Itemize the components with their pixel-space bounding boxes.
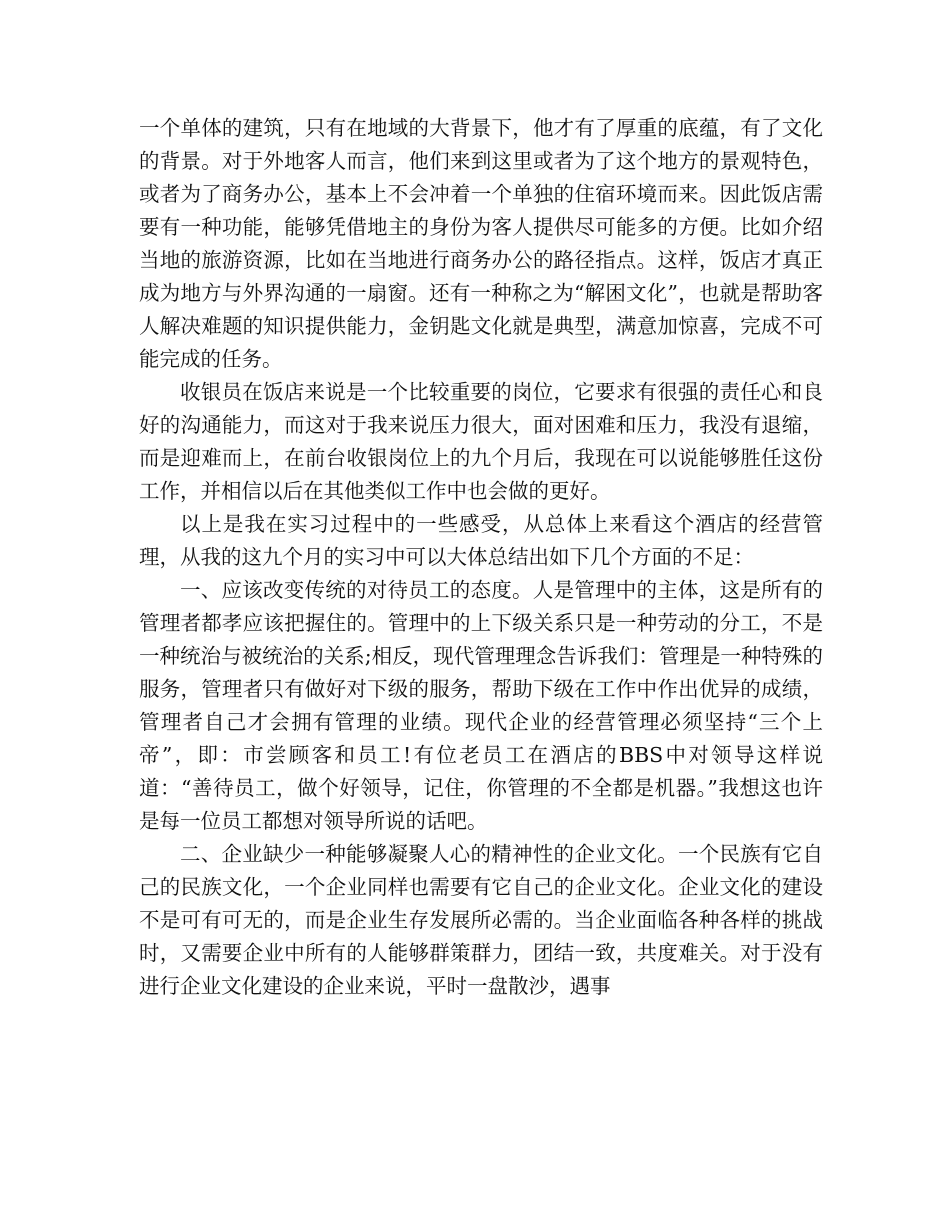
paragraph-summary-intro: 以上是我在实习过程中的一些感受，从总体上来看这个酒店的经营管理，从我的这九个月的实习中可以大体总结出如下几个方面的不足： [139, 512, 823, 569]
paragraph-cashier-role: 收银员在饭店来说是一个比较重要的岗位，它要求有很强的责任心和良好的沟通能力，而这对于我来说压力很大，面对困难和压力，我没有退缩，而是迎难而上，在前台收银岗位上的九个月后，我现在可以说能够胜任这份工作，并相信以后在其他类似工作中也会做的更好。 [139, 380, 823, 503]
paragraph-culture-context: 一个单体的建筑，只有在地域的大背景下，他才有了厚重的底蕴，有了文化的背景。对于外地客人而言，他们来到这里或者为了这个地方的景观特色，或者为了商务办公，基本上不会冲着一个单独的住宿环境而来。因此饭店需要有一种功能，能够凭借地主的身份为客人提供尽可能多的方便。比如介绍当地的旅游资源，比如在当地进行商务办公的路径指点。这样，饭店才真正成为地方与外界沟通的一扇窗。还有一种称之为“解困文化”，也就是帮助客人解决难题的知识提供能力，金钥匙文化就是典型，满意加惊喜，完成不可能完成的任务。 [139, 116, 823, 371]
paragraph-point-two-corporate-culture: 二、企业缺少一种能够凝聚人心的精神性的企业文化。一个民族有它自己的民族文化，一个企业同样也需要有它自己的企业文化。企业文化的建设不是可有可无的，而是企业生存发展所必需的。当企业面临各种各样的挑战时，又需要企业中所有的人能够群策群力，团结一致，共度难关。对于没有进行企业文化建设的企业来说，平时一盘散沙，遇事 [139, 842, 823, 998]
document-body [139, 112, 823, 1003]
paragraph-point-one-staff-attitude: 一、应该改变传统的对待员工的态度。人是管理中的主体，这是所有的管理者都孝应该把握住的。管理中的上下级关系只是一种劳动的分工，不是一种统治与被统治的关系;相反，现代管理理念告诉我们：管理是一种特殊的服务，管理者只有做好对下级的服务，帮助下级在工作中作出优异的成绩，管理者自己才会拥有管理的业绩。现代企业的经营管理必须坚持“三个上帝”，即：市尝顾客和员工!有位老员工在酒店的BBS中对领导这样说道：“善待员工，做个好领导，记住，你管理的不全都是机器。”我想这也许是每一位员工都想对领导所说的话吧。 [139, 578, 823, 833]
